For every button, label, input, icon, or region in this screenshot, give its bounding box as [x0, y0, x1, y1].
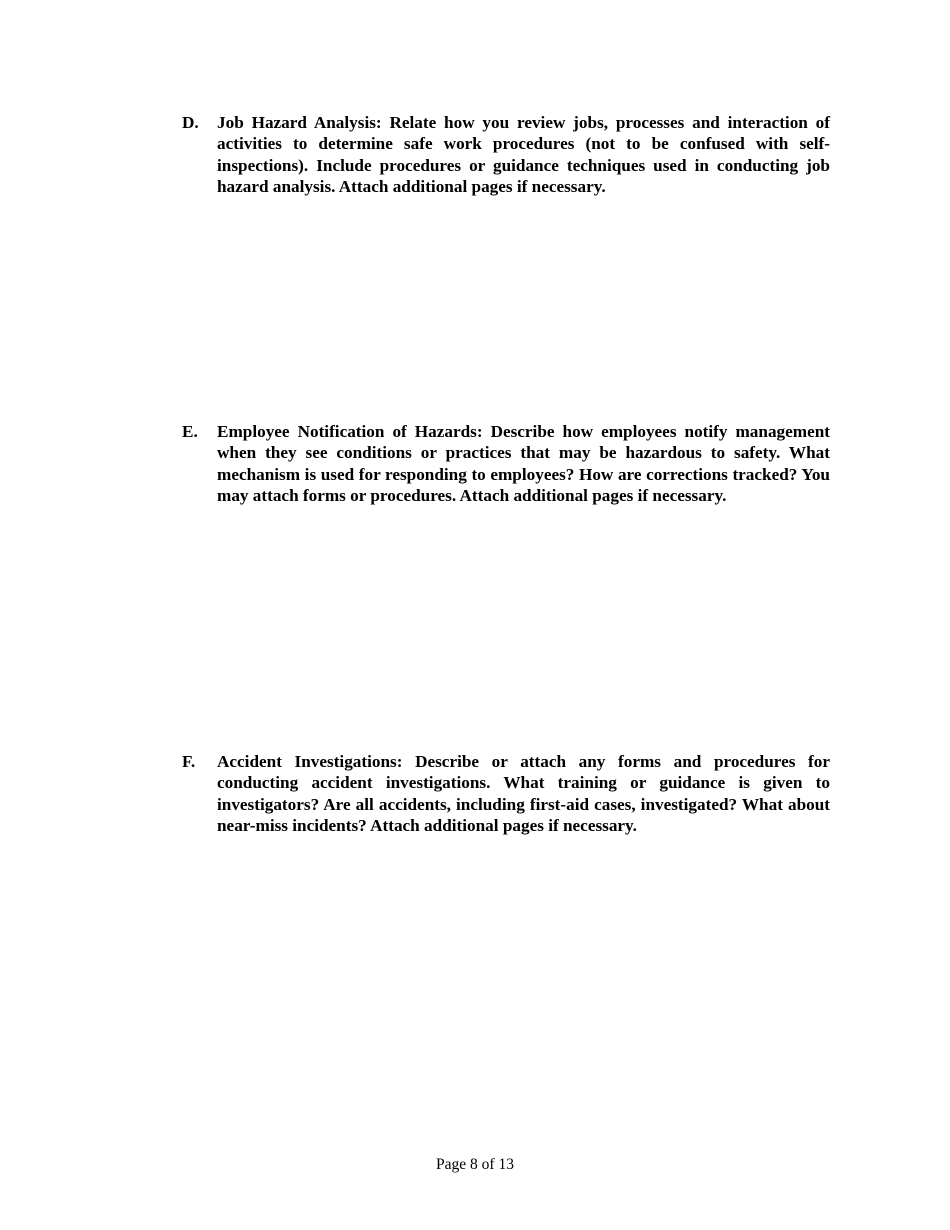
page-number: Page 8 of 13 — [436, 1156, 514, 1173]
section-question: Job Hazard Analysis: Relate how you review jobs, processes and interaction of activities to determine safe work procedures (not to be confused with self-inspections). Include procedures or guidance techniques used in conducting job hazard analysis. Attach additional pages if necessary. — [217, 113, 830, 197]
answer-area[interactable] — [217, 837, 830, 1087]
section-d-job-hazard-analysis — [182, 112, 830, 398]
section-letter: D. — [182, 113, 199, 132]
answer-area[interactable] — [217, 198, 830, 398]
section-letter: E. — [182, 422, 198, 441]
section-letter: F. — [182, 752, 196, 771]
section-question: Accident Investigations: Describe or attach any forms and procedures for conducting accident investigations. What training or guidance is given to investigators? Are all accidents, including first-aid cases, investigated? What about near-miss incidents? Attach additional pages if necessary. — [217, 752, 830, 836]
section-f-accident-investigations — [182, 751, 830, 1087]
section-question: Employee Notification of Hazards: Describe how employees notify management when they see conditions or practices that may be hazardous to safety. What mechanism is used for responding to employees? How are corrections tracked? You may attach forms or procedures. Attach additional pages if necessary. — [217, 422, 830, 506]
section-e-employee-notification — [182, 421, 830, 707]
answer-area[interactable] — [217, 507, 830, 707]
